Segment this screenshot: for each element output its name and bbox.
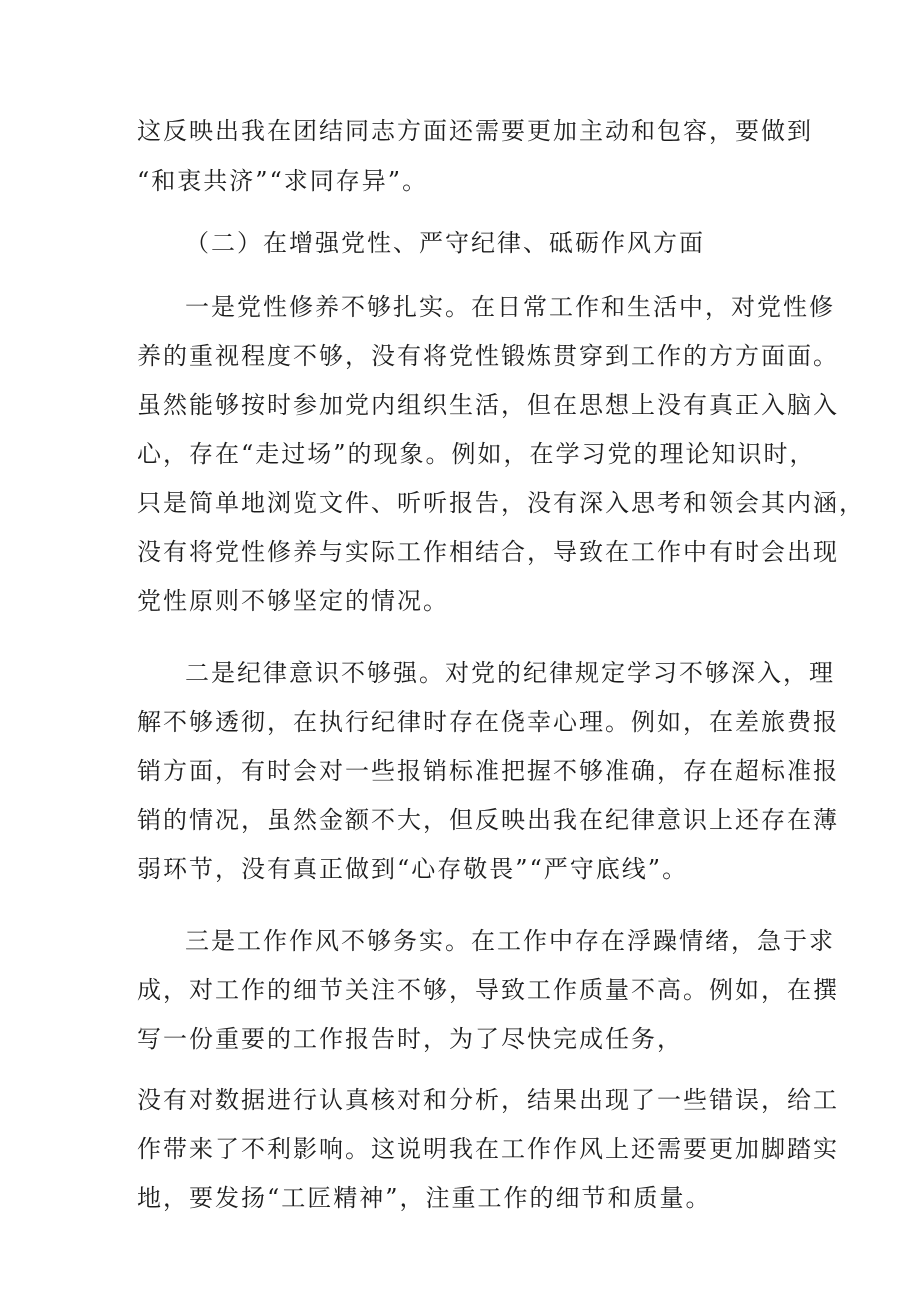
paragraph-3-line-1: 二是纪律意识不够强。对党的纪律规定学习不够深入，理 xyxy=(185,659,835,687)
section-heading: （二）在增强党性、严守纪律、砥砺作风方面 xyxy=(185,229,705,257)
paragraph-3-line-3: 销方面，有时会对一些报销标准把握不够准确，存在超标准报 xyxy=(137,757,839,785)
paragraph-4-line-2: 成，对工作的细节关注不够，导致工作质量不高。例如，在撰 xyxy=(137,976,839,1004)
paragraph-2-line-5: 只是简单地浏览文件、听听报告，没有深入思考和领会其内涵， xyxy=(137,489,865,517)
paragraph-1-line-2: “和衷共济”“求同存异”。 xyxy=(137,167,429,195)
paragraph-3-line-5: 弱环节，没有真正做到“心存敬畏”“严守底线”。 xyxy=(137,855,689,883)
paragraph-2-line-1: 一是党性修养不够扎实。在日常工作和生活中，对党性修 xyxy=(185,293,835,321)
paragraph-1-line-1: 这反映出我在团结同志方面还需要更加主动和包容，要做到 xyxy=(137,117,813,145)
paragraph-5-line-3: 地，要发扬“工匠精神”，注重工作的细节和质量。 xyxy=(137,1184,712,1212)
paragraph-4-line-3: 写一份重要的工作报告时，为了尽快完成任务， xyxy=(137,1025,683,1053)
paragraph-2-line-7: 党性原则不够坚定的情况。 xyxy=(137,587,449,615)
paragraph-2-line-4: 心，存在“走过场”的现象。例如，在学习党的理论知识时， xyxy=(137,440,816,468)
paragraph-2-line-6: 没有将党性修养与实际工作相结合，导致在工作中有时会出现 xyxy=(137,538,839,566)
paragraph-3-line-4: 销的情况，虽然金额不大，但反映出我在纪律意识上还存在薄 xyxy=(137,806,839,834)
paragraph-5-line-2: 作带来了不利影响。这说明我在工作作风上还需要更加脚踏实 xyxy=(137,1135,839,1163)
paragraph-3-line-2: 解不够透彻，在执行纪律时存在侥幸心理。例如，在差旅费报 xyxy=(137,708,839,736)
paragraph-2-line-2: 养的重视程度不够，没有将党性锻炼贯穿到工作的方方面面。 xyxy=(137,342,839,370)
paragraph-4-line-1: 三是工作作风不够务实。在工作中存在浮躁情绪，急于求 xyxy=(185,927,835,955)
paragraph-5-line-1: 没有对数据进行认真核对和分析，结果出现了一些错误，给工 xyxy=(137,1086,839,1114)
paragraph-2-line-3: 虽然能够按时参加党内组织生活，但在思想上没有真正入脑入 xyxy=(137,391,839,419)
